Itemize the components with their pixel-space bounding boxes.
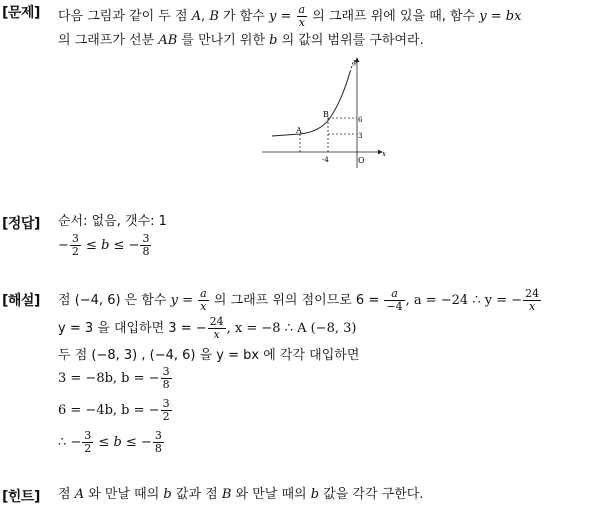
problem-line-2: 의 그래프가 선분 AB 를 만나기 위한 b 의 값의 범위를 구하여라. xyxy=(58,33,424,48)
tick-3: 3 xyxy=(358,132,363,140)
origin-label: O xyxy=(358,156,365,165)
solution-line-2: y = 3 을 대입하면 3 = − $\frac{24}{x}$ , x = −8 ∴ A (−8, 3) xyxy=(58,315,357,341)
function-graph xyxy=(258,48,388,172)
solution-line-5: 6 = −4b, b = − $\frac{3}{2}$ xyxy=(58,397,170,423)
hint-line: 점 A 와 만날 때의 b 값과 점 B 와 만날 때의 b 값을 각각 구한다. xyxy=(58,487,424,502)
answer-label: [정답] xyxy=(2,216,40,232)
solution-line-4: 3 = −8b, b = − $\frac{3}{8}$ xyxy=(58,365,170,391)
point-a-label: A xyxy=(296,126,302,135)
tick-6: 6 xyxy=(358,116,363,124)
problem-label: [문제] xyxy=(2,5,40,21)
y-axis-label: y xyxy=(353,58,357,66)
point-b-label: B xyxy=(323,110,329,119)
solution-label: [해설] xyxy=(2,293,40,309)
curve xyxy=(272,72,350,136)
fraction-a-over-x: $\frac{a}{x}$ xyxy=(298,3,306,29)
hint-label: [힌트] xyxy=(2,489,40,505)
x-axis-label: x xyxy=(382,150,386,158)
tick-minus-4: -4 xyxy=(322,156,329,164)
problem-line-1: 다음 그림과 같이 두 점 A, B 가 함수 y = $\frac{a}{x}$ 의 그래프 위에 있을 때, 함수 y = bx xyxy=(58,3,522,29)
answer-line-2: − $\frac{3}{2}$ ≤ b ≤ − $\frac{3}{8}$ xyxy=(58,232,150,258)
solution-line-3: 두 점 (−8, 3) , (−4, 6) 을 y = bx 에 각각 대입하면 xyxy=(58,348,360,363)
answer-line-1: 순서: 없음, 갯수: 1 xyxy=(58,214,167,229)
solution-line-6: ∴ − $\frac{3}{2}$ ≤ b ≤ − $\frac{3}{8}$ xyxy=(58,429,162,455)
solution-line-1: 점 (−4, 6) 은 함수 y = $\frac{a}{x}$ 의 그래프 위의 점이므로 6 = $\frac{a}{-4}$ , a = −24 ∴ y = − $\frac{24}{x}$ xyxy=(58,287,540,313)
